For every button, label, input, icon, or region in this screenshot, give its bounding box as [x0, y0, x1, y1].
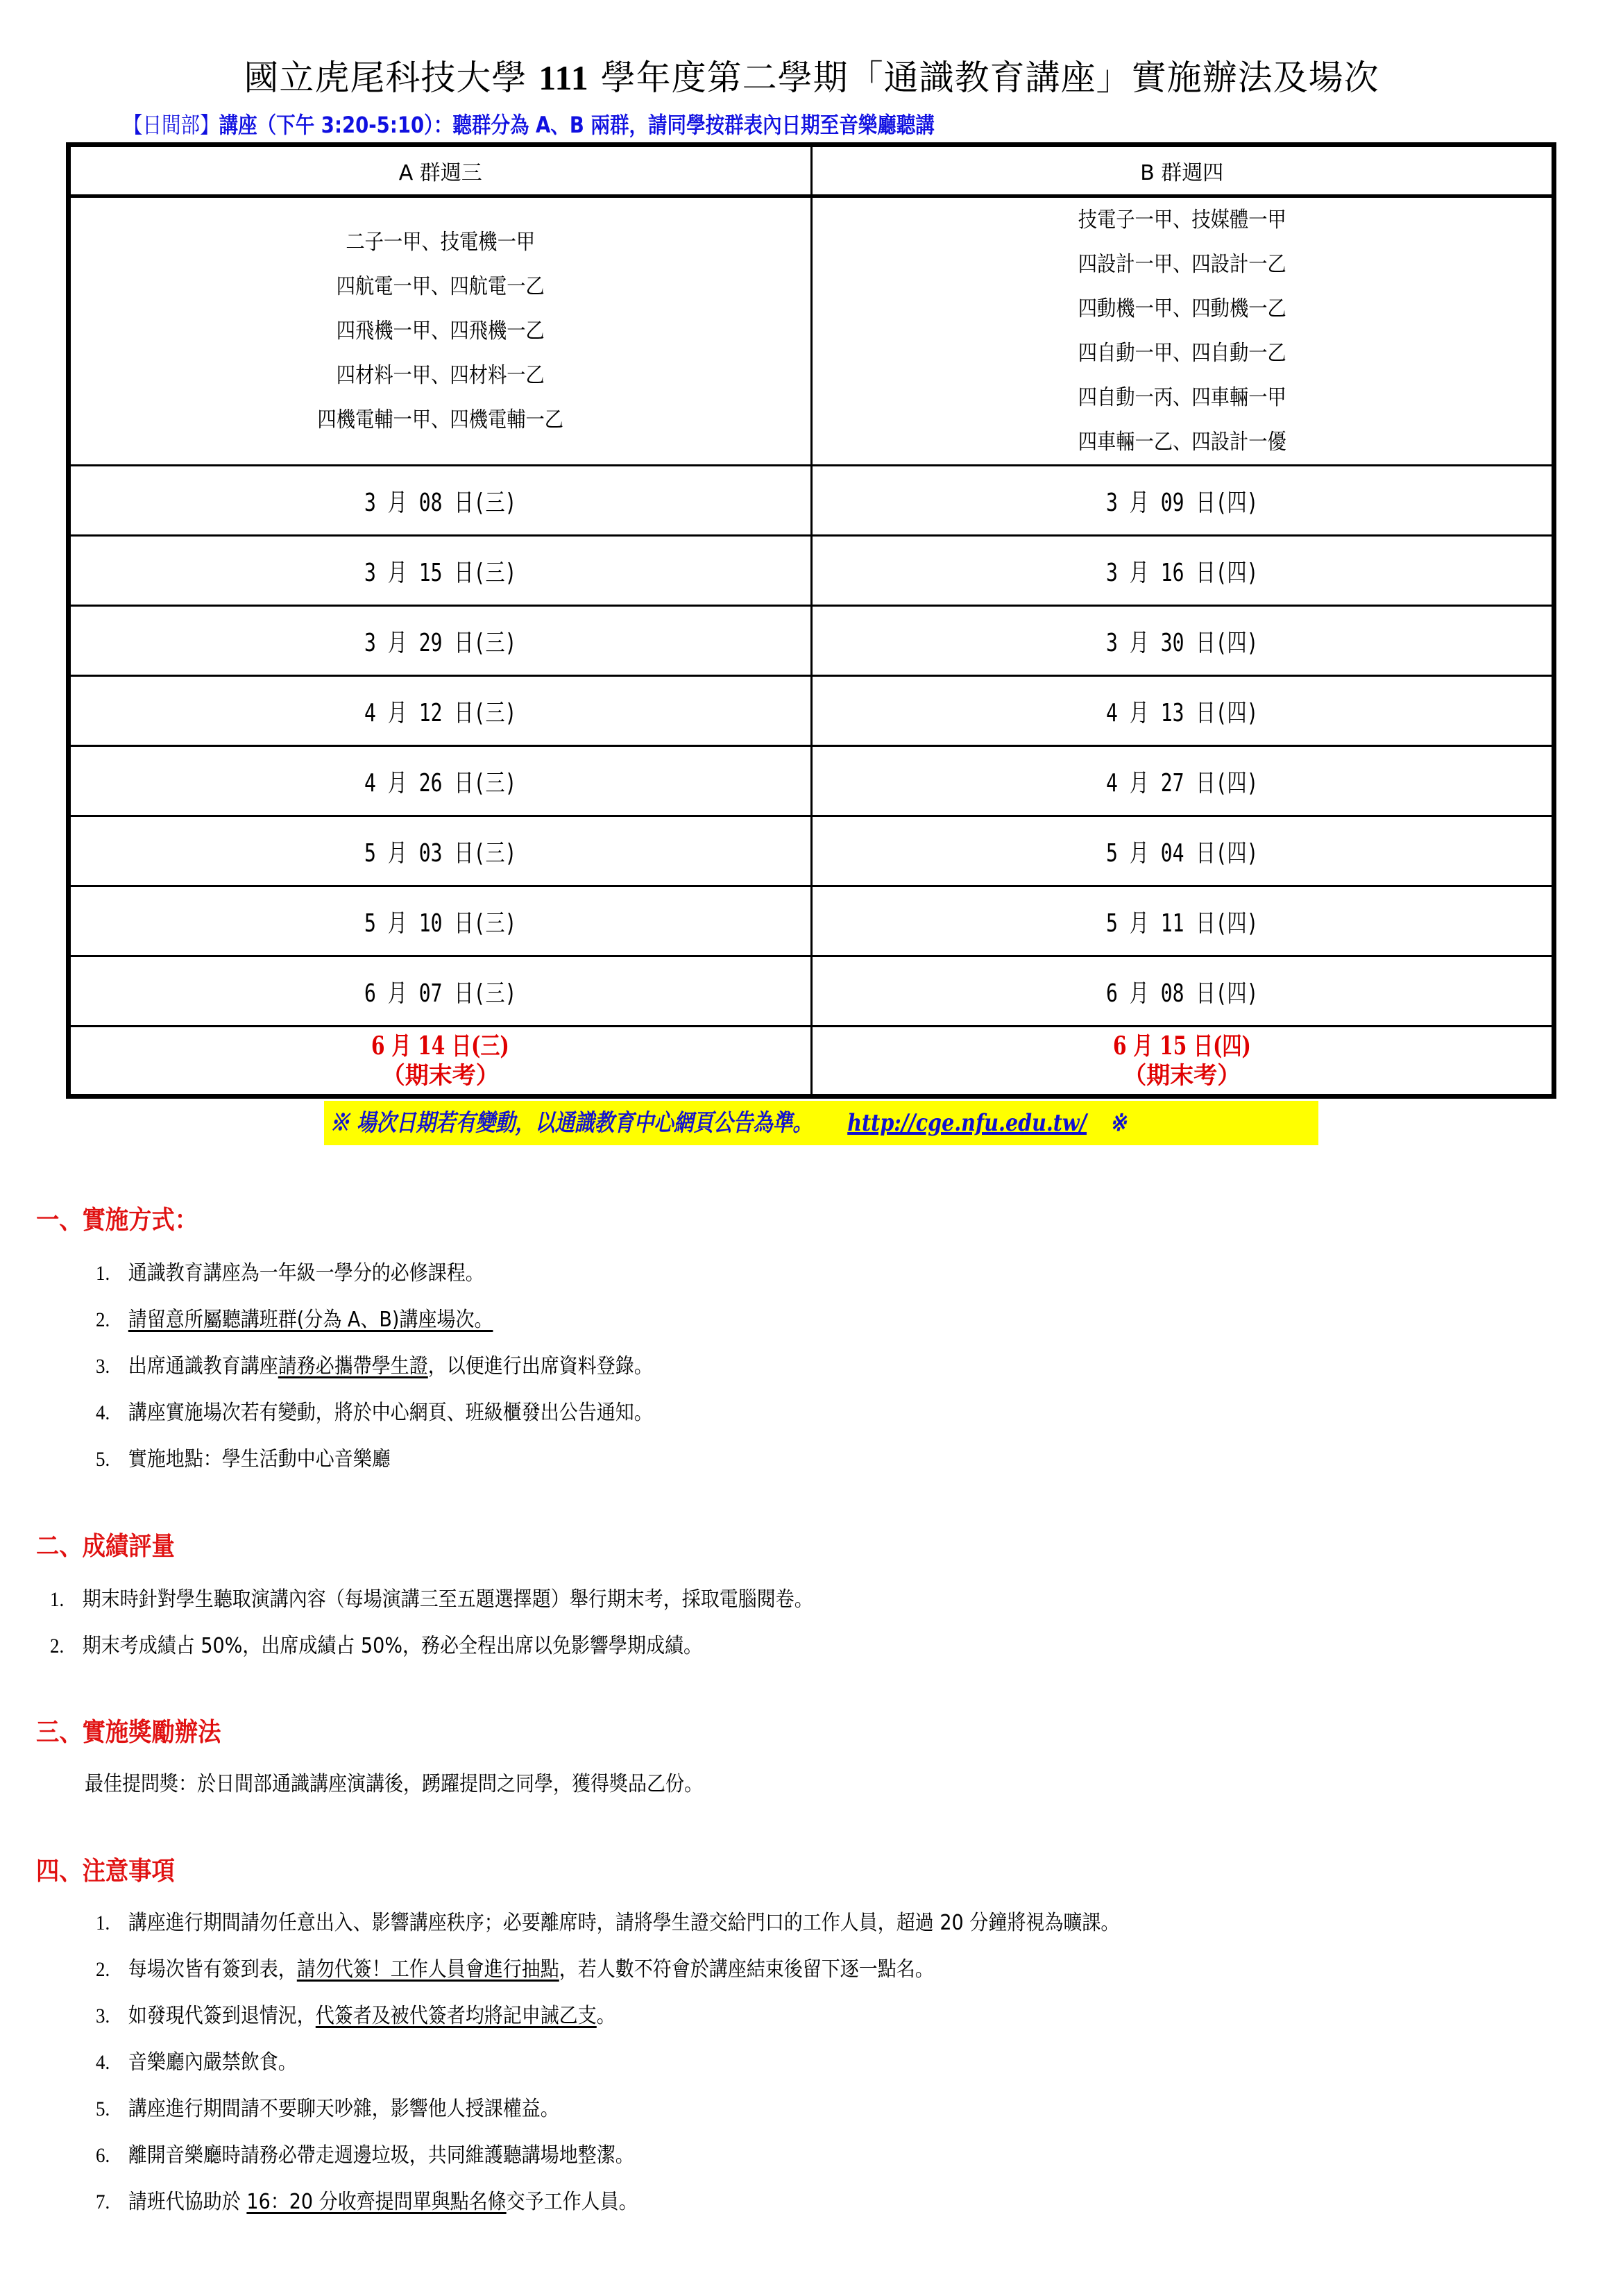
- final-cell-a: [71, 1027, 811, 1095]
- item-emphasis: 代簽者及被代簽者均將記申誡乙支: [315, 2004, 597, 2028]
- list-item: [96, 1260, 484, 1287]
- date-text: 6 月 07 日(三): [364, 979, 517, 1008]
- final-date-text: 6 月 15 日(四): [1112, 1031, 1251, 1061]
- date-cell-a: [71, 536, 811, 606]
- item-emphasis: 請勿代簽！工作人員會進行抽點: [296, 1957, 559, 1982]
- date-cell-a: [71, 956, 811, 1027]
- subtitle-tag: 【日間部】: [124, 112, 219, 138]
- date-row: [71, 466, 1552, 536]
- date-cell-a: [71, 676, 811, 746]
- rewards-text: 最佳提問獎：於日間部通識講座演講後，踴躍提問之同學，獲得獎品乙份。: [85, 1772, 703, 1796]
- date-cell-b: [811, 606, 1552, 676]
- date-text: 3 月 08 日(三): [364, 488, 517, 517]
- document-title: [0, 57, 1623, 99]
- section-heading-notes: 四、注意事項: [36, 1856, 175, 1886]
- date-text: 5 月 11 日(四): [1105, 909, 1258, 938]
- list-item: [96, 1307, 493, 1333]
- item-text: 實施地點：學生活動中心音樂廳: [128, 1447, 391, 1471]
- date-row: [71, 886, 1552, 956]
- list-item: [96, 2143, 634, 2169]
- item-number: 5.: [96, 2097, 110, 2120]
- item-text: 請班代協助於: [128, 2190, 247, 2214]
- item-text: 如發現代簽到退情況，: [128, 2004, 316, 2028]
- item-number: 1.: [50, 1588, 65, 1611]
- item-number: 5.: [96, 1448, 110, 1471]
- schedule-table: [66, 142, 1556, 1099]
- item-number: 2.: [96, 1308, 110, 1331]
- final-exam-label: （期末考）: [1123, 1062, 1241, 1090]
- item-text: 。: [596, 2004, 615, 2028]
- section-heading-implementation: 一、實施方式：: [36, 1205, 198, 1235]
- date-row: [71, 536, 1552, 606]
- date-cell-b: [811, 956, 1552, 1027]
- list-item: [50, 1633, 702, 1660]
- item-number: 1.: [96, 1911, 110, 1934]
- item-text: 講座實施場次若有變動，將於中心網頁、班級櫃發出公告通知。: [128, 1401, 653, 1425]
- item-text: ，以便進行出席資料登錄。: [427, 1354, 653, 1378]
- banner-text: ※ 場次日期若有變動，以通識教育中心網頁公告為準。: [330, 1109, 813, 1137]
- table-header-row: [71, 147, 1552, 196]
- section-heading-rewards: 三、實施獎勵辦法: [36, 1717, 221, 1747]
- item-emphasis: 請務必攜帶學生證: [278, 1354, 428, 1378]
- title-prefix: 國立虎尾科技大學: [244, 58, 539, 98]
- item-text: 每場次皆有簽到表，: [128, 1957, 297, 1982]
- class-line: 四設計一甲、四設計一乙: [1078, 252, 1286, 277]
- notice-banner: [324, 1101, 1318, 1145]
- item-number: 3.: [96, 1355, 110, 1378]
- date-text: 3 月 29 日(三): [364, 628, 517, 657]
- date-cell-a: [71, 886, 811, 956]
- list-item: [96, 2189, 638, 2215]
- date-cell-b: [811, 536, 1552, 606]
- item-text: 期末時針對學生聽取演講內容（每場演講三至五題選擇題）舉行期末考，採取電腦閱卷。: [82, 1587, 813, 1612]
- final-exam-label: （期末考）: [381, 1062, 500, 1090]
- item-number: 4.: [96, 1401, 110, 1424]
- date-text: 4 月 13 日(四): [1105, 698, 1258, 727]
- item-number: 4.: [96, 2051, 110, 2074]
- item-number: 6.: [96, 2144, 110, 2167]
- date-cell-a: [71, 466, 811, 536]
- date-cell-b: [811, 816, 1552, 886]
- date-cell-b: [811, 676, 1552, 746]
- list-item: [96, 2050, 297, 2076]
- date-cell-b: [811, 886, 1552, 956]
- date-text: 5 月 04 日(四): [1105, 838, 1258, 868]
- date-text: 4 月 27 日(四): [1105, 768, 1258, 797]
- date-text: 5 月 10 日(三): [364, 909, 517, 938]
- date-text: 4 月 12 日(三): [364, 698, 517, 727]
- class-line: 四自動一甲、四自動一乙: [1078, 341, 1286, 366]
- final-cell-b: [811, 1027, 1552, 1095]
- class-line: 四飛機一甲、四飛機一乙: [336, 319, 545, 344]
- item-text: 講座進行期間請不要聊天吵雜，影響他人授課權益。: [128, 2097, 559, 2121]
- list-item: [96, 1957, 934, 1983]
- item-text: 音樂廳內嚴禁飲食。: [128, 2050, 297, 2075]
- date-text: 4 月 26 日(三): [364, 768, 517, 797]
- class-group-a: [71, 196, 811, 466]
- class-line: 技電子一甲、技媒體一甲: [1078, 208, 1286, 233]
- title-year: 111: [538, 58, 589, 97]
- date-row: [71, 606, 1552, 676]
- final-exam-row: [71, 1027, 1552, 1095]
- class-line: 四材料一甲、四材料一乙: [336, 363, 545, 388]
- date-row: [71, 746, 1552, 816]
- item-emphasis: 請留意所屬聽講班群(分為 A、B)講座場次。: [128, 1308, 493, 1332]
- list-item: [96, 1400, 653, 1426]
- date-text: 6 月 08 日(四): [1105, 979, 1258, 1008]
- date-row: [71, 956, 1552, 1027]
- reference-mark: ※: [1110, 1109, 1127, 1137]
- item-number: 7.: [96, 2191, 110, 2213]
- cge-website-link[interactable]: http://cge.nfu.edu.tw/: [847, 1109, 1087, 1137]
- column-header-a: A 群週三: [71, 147, 811, 196]
- class-groups-row: [71, 196, 1552, 466]
- title-suffix: 學年度第二學期「通識教育講座」實施辦法及場次: [588, 58, 1379, 98]
- date-cell-a: [71, 746, 811, 816]
- item-number: 2.: [50, 1635, 65, 1657]
- class-line: 四航電一甲、四航電一乙: [336, 274, 545, 299]
- date-text: 3 月 16 日(四): [1105, 558, 1258, 587]
- subtitle-main: 講座（下午 3:20-5:10）：聽群分為 A、B 兩群，請同學按群表內日期至音樂廳聽講: [219, 112, 935, 138]
- final-date-text: 6 月 14 日(三): [371, 1031, 510, 1061]
- column-header-b: B 群週四: [811, 147, 1552, 196]
- item-text: 出席通識教育講座: [128, 1354, 278, 1378]
- item-text: 講座進行期間請勿任意出入、影響講座秩序；必要離席時，請將學生證交給門口的工作人員，超過 20 分鐘將視為曠課。: [128, 1911, 1120, 1935]
- item-text: 通識教育講座為一年級一學分的必修課程。: [128, 1261, 484, 1285]
- schedule-subtitle: [124, 111, 935, 139]
- class-line: 四自動一丙、四車輛一甲: [1078, 385, 1286, 410]
- list-item: [96, 2003, 615, 2029]
- date-text: 3 月 30 日(四): [1105, 628, 1258, 657]
- date-cell-a: [71, 816, 811, 886]
- item-number: 2.: [96, 1958, 110, 1981]
- list-item: [96, 1353, 653, 1380]
- date-text: 3 月 09 日(四): [1105, 488, 1258, 517]
- date-cell-a: [71, 606, 811, 676]
- date-row: [71, 676, 1552, 746]
- item-text: ，若人數不符會於講座結束後留下逐一點名。: [559, 1957, 934, 1982]
- item-text: 離開音樂廳時請務必帶走週邊垃圾，共同維護聽講場地整潔。: [128, 2143, 634, 2168]
- item-number: 3.: [96, 2004, 110, 2027]
- date-cell-b: [811, 746, 1552, 816]
- item-text: 期末考成績占 50%，出席成績占 50%，務必全程出席以免影響學期成績。: [82, 1634, 702, 1658]
- class-line: 四動機一甲、四動機一乙: [1078, 296, 1286, 321]
- class-line: 四機電輔一甲、四機電輔一乙: [317, 407, 564, 432]
- class-line: 四車輛一乙、四設計一優: [1078, 430, 1286, 455]
- date-text: 5 月 03 日(三): [364, 838, 517, 868]
- class-group-b: [811, 196, 1552, 466]
- item-number: 1.: [96, 1262, 110, 1285]
- class-line: 二子一甲、技電機一甲: [346, 230, 536, 255]
- item-text: 交予工作人員。: [506, 2190, 638, 2214]
- date-text: 3 月 15 日(三): [364, 558, 517, 587]
- list-item: [96, 1910, 1119, 1936]
- item-emphasis: 16：20 分收齊提問單與點名條: [246, 2190, 507, 2214]
- list-item: [50, 1587, 813, 1613]
- list-item: [96, 2096, 559, 2122]
- section-heading-grading: 二、成績評量: [36, 1531, 175, 1561]
- list-item: [96, 1446, 391, 1473]
- date-cell-b: [811, 466, 1552, 536]
- date-row: [71, 816, 1552, 886]
